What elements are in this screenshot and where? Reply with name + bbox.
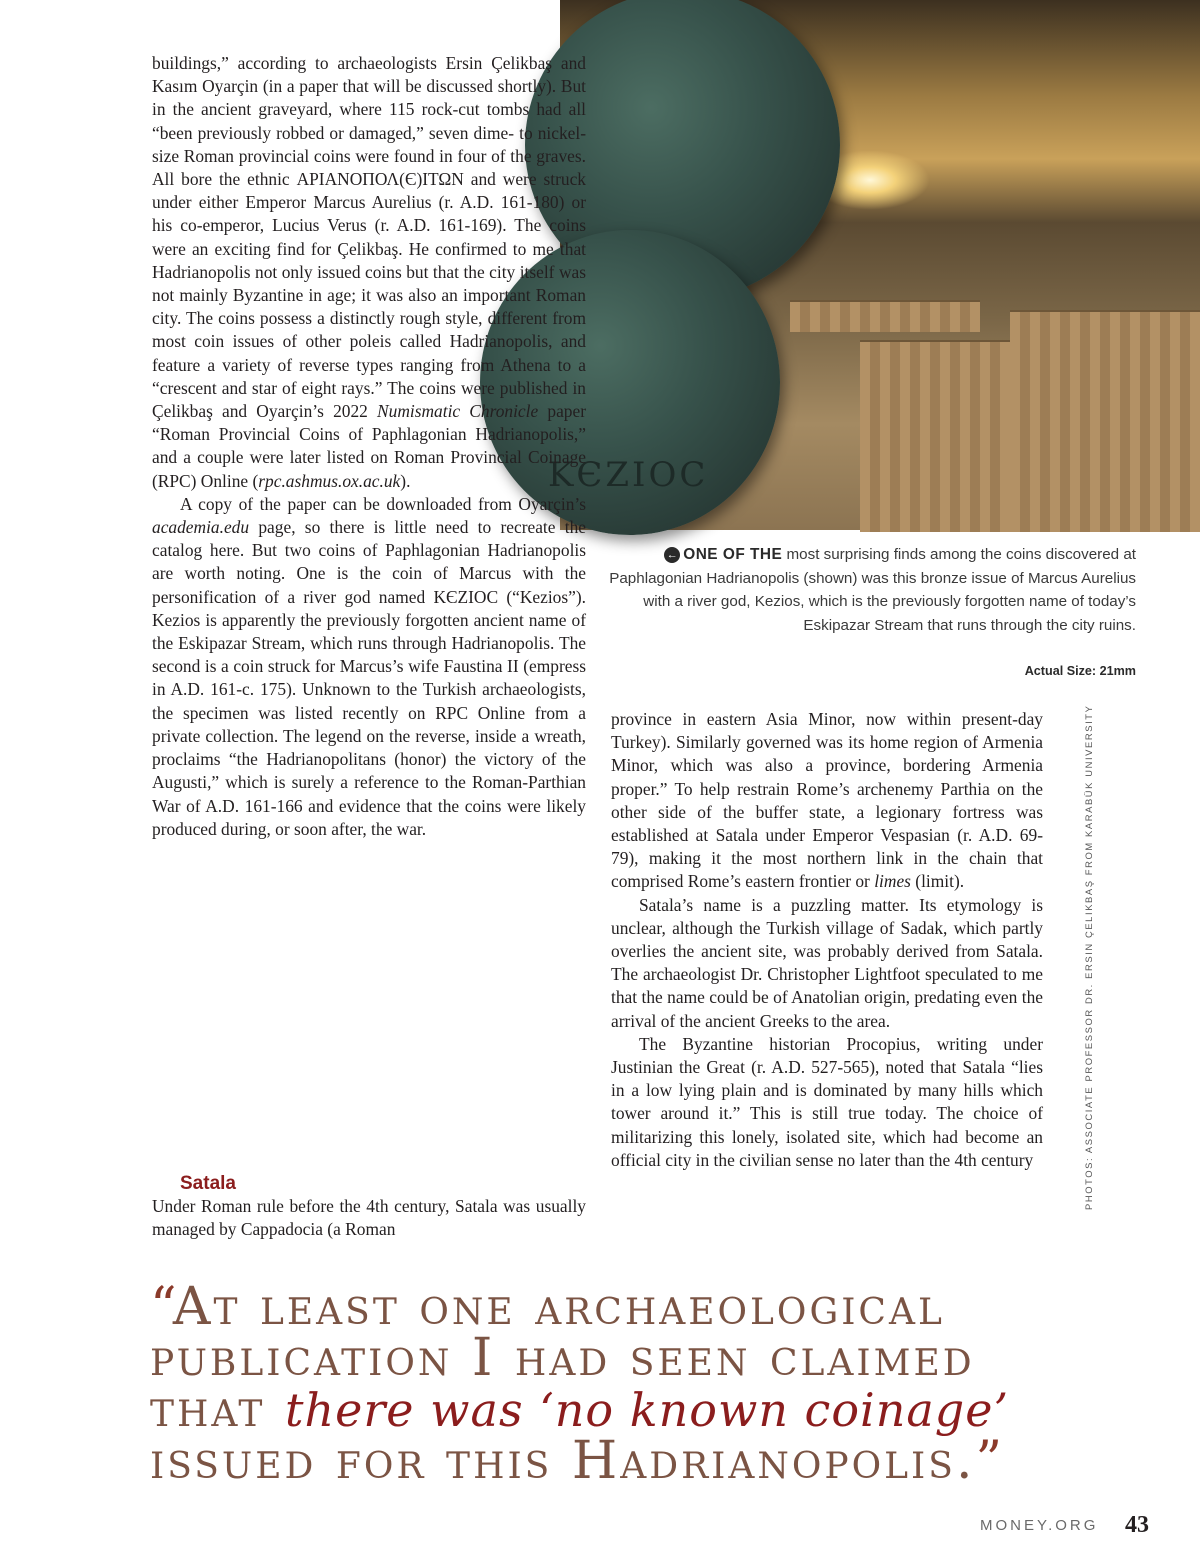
actual-size-label: Actual Size: 21mm [1024,664,1136,678]
pull-quote-line: “At least one archaeological [150,1277,945,1337]
pull-quote-line: publication I had seen claimed [150,1328,975,1388]
footer-site: MONEY.ORG [980,1517,1099,1534]
journal-title: Numismatic Chronicle [377,401,539,422]
pull-quote-line: issued for this Hadrianopolis.” [150,1431,1006,1491]
section-heading: Satala [180,1173,236,1194]
open-quote-mark: “ [150,1277,173,1337]
pull-quote [150,1277,1050,1491]
ruin-wall [790,300,980,332]
left-column [152,52,586,841]
caption-lead: ONE OF THE [683,546,783,563]
paragraph: buildings,” according to archaeologists Ersin Çelikbaş and Kasım Oyarçin (in a paper that will be discussed shortly). But in the ancient graveyard, where 115 rock-cut tombs had all “been previously robbed or damaged,” seven dime- to nickel-size Roman provincial coins were found in four of the graves. All bore the ethnic ΑΡΙΑΝΟΠΟΛ(Є)ΙΤΩΝ and were struck under either Emperor Marcus Aurelius (r. A.D. 161-180) or his co-emperor, Lucius Verus (r. A.D. 161-169). The coins were an exciting find for Çelikbaş. He confirmed to me that Hadrianopolis not only issued coins but that the city itself was not mainly Byzantine in age; it was also an important Roman city. The coins possess a distinctly rough style, different from most coin issues of other poleis called Hadrianopolis, and feature a variety of reverse types ranging from Athena to a “crescent and star of eight rays.” The coins were published in Çelikbaş and Oyarçin’s 2022 Numismatic Chronicle paper “Roman Provincial Coins of Paphlagonian Hadrianopolis,” and a couple were later listed on Roman Provincial Coinage (RPC) Online (rpc.ashmus.ox.ac.uk). [152,53,586,491]
ruin-wall [1010,310,1200,532]
pull-quote-line: that there was ‘no known coinage’ [150,1379,1010,1439]
page-number: 43 [1125,1512,1149,1538]
arrow-left-icon: ← [664,547,680,563]
rpc-url: rpc.ashmus.ox.ac.uk [258,470,401,491]
photo-caption [600,543,1136,637]
paragraph: Under Roman rule before the 4th century, Satala was usually managed by Cappadocia (a Roman [152,1196,586,1240]
photo-credit: PHOTOS: ASSOCIATE PROFESSOR DR. ERSIN ÇELIKBAŞ FROM KARABÜK UNIVERSITY [1083,704,1094,1210]
paragraph: Satala’s name is a puzzling matter. Its etymology is unclear, although the Turkish village of Sadak, which partly overlies the ancient site, was probably derived from Satala. The archaeologist Dr. Christopher Lightfoot speculated to me that the name could be of Anatolian origin, predating even the arrival of the ancient Greeks to the area. [611,894,1043,1031]
paragraph: A copy of the paper can be downloaded from Oyarçin’s academia.edu page, so there is little need to recreate the catalog here. But two coins of Paphlagonian Hadrianopolis are worth noting. One is the coin of Marcus with the personification of a river god named ΚЄΖΙΟϹ (“Kezios”). Kezios is apparently the previously forgotten ancient name of the Eskipazar Stream, which runs through Hadrianopolis. The second is a coin struck for Marcus’s wife Faustina II (empress in A.D. 161-c. 175). Unknown to the Turkish archaeologists, the specimen was listed recently on RPC Online from a private collection. The legend on the reverse, inside a wreath, proclaims “the Hadrianopolitans (honor) the victory of the Augusti,” which is surely a reference to the Roman-Parthian War of A.D. 161-166 and evidence that the coins were likely produced during, or soon after, the war. [152,493,586,839]
pull-quote-highlight: there was ‘no known coinage’ [284,1383,1010,1437]
close-quote-mark: ” [975,1431,1006,1491]
coin-legend: ΚЄΖΙΟϹ [548,455,709,495]
left-column-bottom [152,1172,586,1242]
limes-term: limes [874,871,911,892]
caption-text: most surprising finds among the coins discovered at Paphlagonian Hadrianopolis (shown) was this bronze issue of Marcus Aurelius with a river god, Kezios, which is the previously forgotten name of today’s Eskipazar Stream that runs through the city ruins. [609,546,1136,634]
paragraph: The Byzantine historian Procopius, writing under Justinian the Great (r. A.D. 527-565), noted that Satala “lies in a low lying plain and is dominated by many hills which tower around it.” This is still true today. The choice of militarizing this lonely, isolated site, which had become an official city in the civilian sense no later than the 4th century [611,1033,1043,1170]
academia-site: academia.edu [152,517,250,538]
right-column [611,708,1043,1172]
paragraph: province in eastern Asia Minor, now within present-day Turkey). Similarly governed was its home region of Armenia Minor, which was also a province, bordering Armenia proper.” To help restrain Rome’s archenemy Parthia on the other side of the buffer state, a legionary fortress was established at Satala under Emperor Vespasian (r. A.D. 69-79), making it the most northern link in the chain that comprised Rome’s eastern frontier or limes (limit). [611,709,1043,892]
